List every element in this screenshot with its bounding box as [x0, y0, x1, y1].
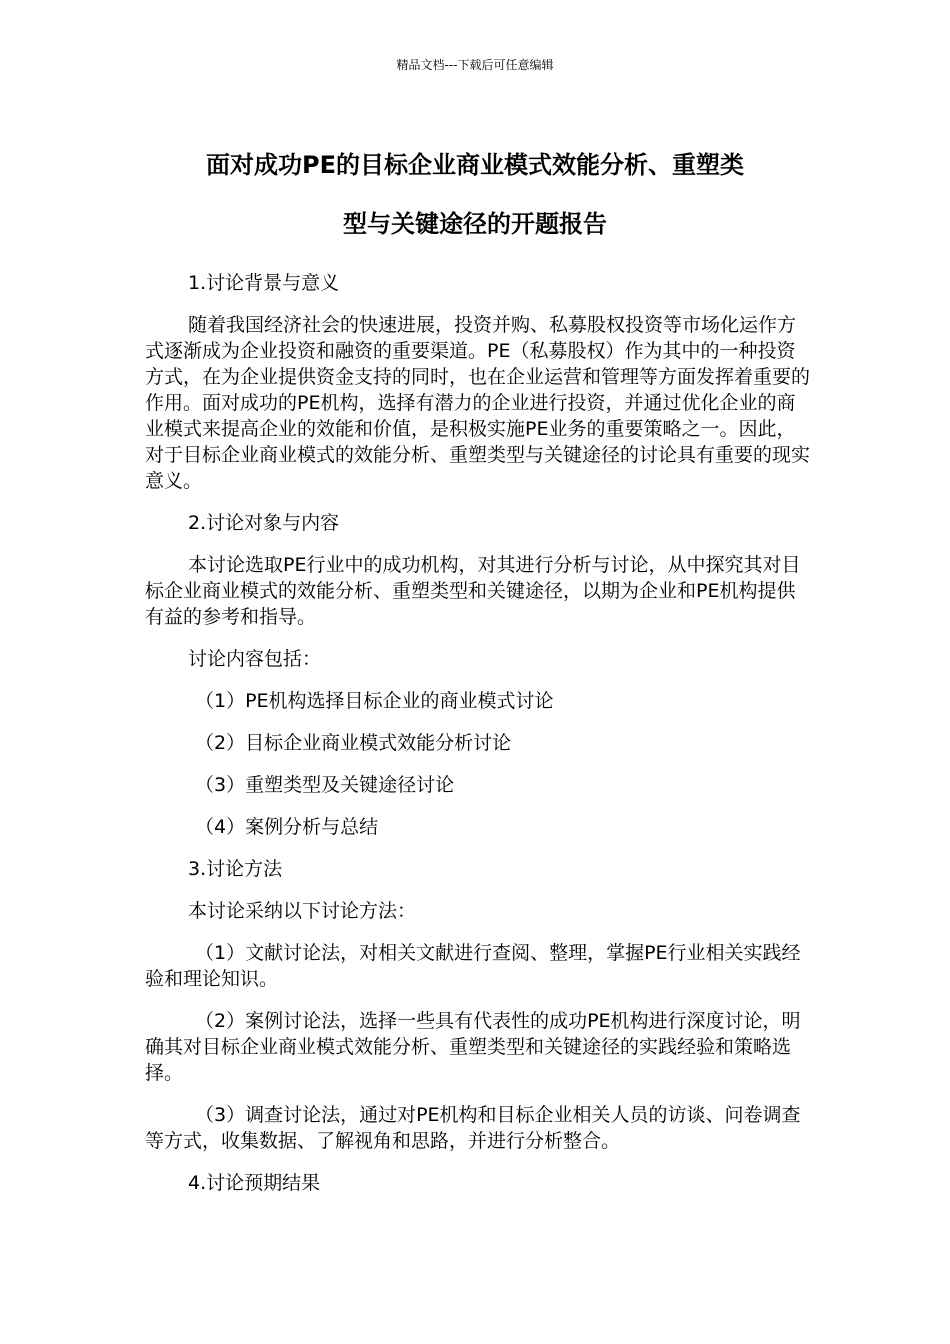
list-item-method-2: （2）案例讨论法，选择一些具有代表性的成功PE机构进行深度讨论，明确其对目标企业商业模式效能分析、重塑类型和关键途径的实践经验和策略选择。: [145, 1010, 801, 1084]
document-body: [145, 270, 813, 1212]
list-item-content-1: （1）PE机构选择目标企业的商业模式讨论: [195, 690, 554, 712]
title-line-2: 型与关键途径的开题报告: [343, 210, 607, 238]
page-header: 精品文档---下载后可任意编辑: [396, 58, 554, 72]
list-item-content-2: （2）目标企业商业模式效能分析讨论: [195, 732, 512, 754]
paragraph-background: 随着我国经济社会的快速进展，投资并购、私募股权投资等市场化运作方式逐渐成为企业投资和融资的重要渠道。PE（私募股权）作为其中的一种投资方式，在为企业提供资金支持的同时，也在企业运营和管理等方面发挥着重要的作用。面对成功的PE机构，选择有潜力的企业进行投资，并通过优化企业的商业模式来提高企业的效能和价值，是积极实施PE业务的重要策略之一。因此，对于目标企业商业模式的效能分析、重塑类型与关键途径的讨论具有重要的现实意义。: [145, 314, 811, 492]
section-heading-4: 4.讨论预期结果: [188, 1172, 321, 1194]
title-line-1: 面对成功PE的目标企业商业模式效能分析、重塑类: [206, 151, 744, 179]
section-heading-2: 2.讨论对象与内容: [188, 512, 340, 534]
list-item-method-3: （3）调查讨论法，通过对PE机构和目标企业相关人员的访谈、问卷调查等方式，收集数据、了解视角和思路，并进行分析整合。: [145, 1104, 801, 1152]
section-heading-1: 1.讨论背景与意义: [188, 272, 340, 294]
list-item-content-4: （4）案例分析与总结: [195, 816, 379, 838]
list-item-content-3: （3）重塑类型及关键途径讨论: [195, 774, 455, 796]
paragraph-content-intro: 讨论内容包括：: [188, 648, 322, 670]
paragraph-research-object: 本讨论选取PE行业中的成功机构，对其进行分析与讨论，从中探究其对目标企业商业模式的效能分析、重塑类型和关键途径，以期为企业和PE机构提供有益的参考和指导。: [145, 554, 801, 628]
section-heading-3: 3.讨论方法: [188, 858, 283, 880]
paragraph-methods-intro: 本讨论采纳以下讨论方法：: [188, 900, 417, 922]
list-item-method-1: （1）文献讨论法，对相关文献进行查阅、整理，掌握PE行业相关实践经验和理论知识。: [145, 942, 801, 990]
document-title: [140, 136, 810, 254]
